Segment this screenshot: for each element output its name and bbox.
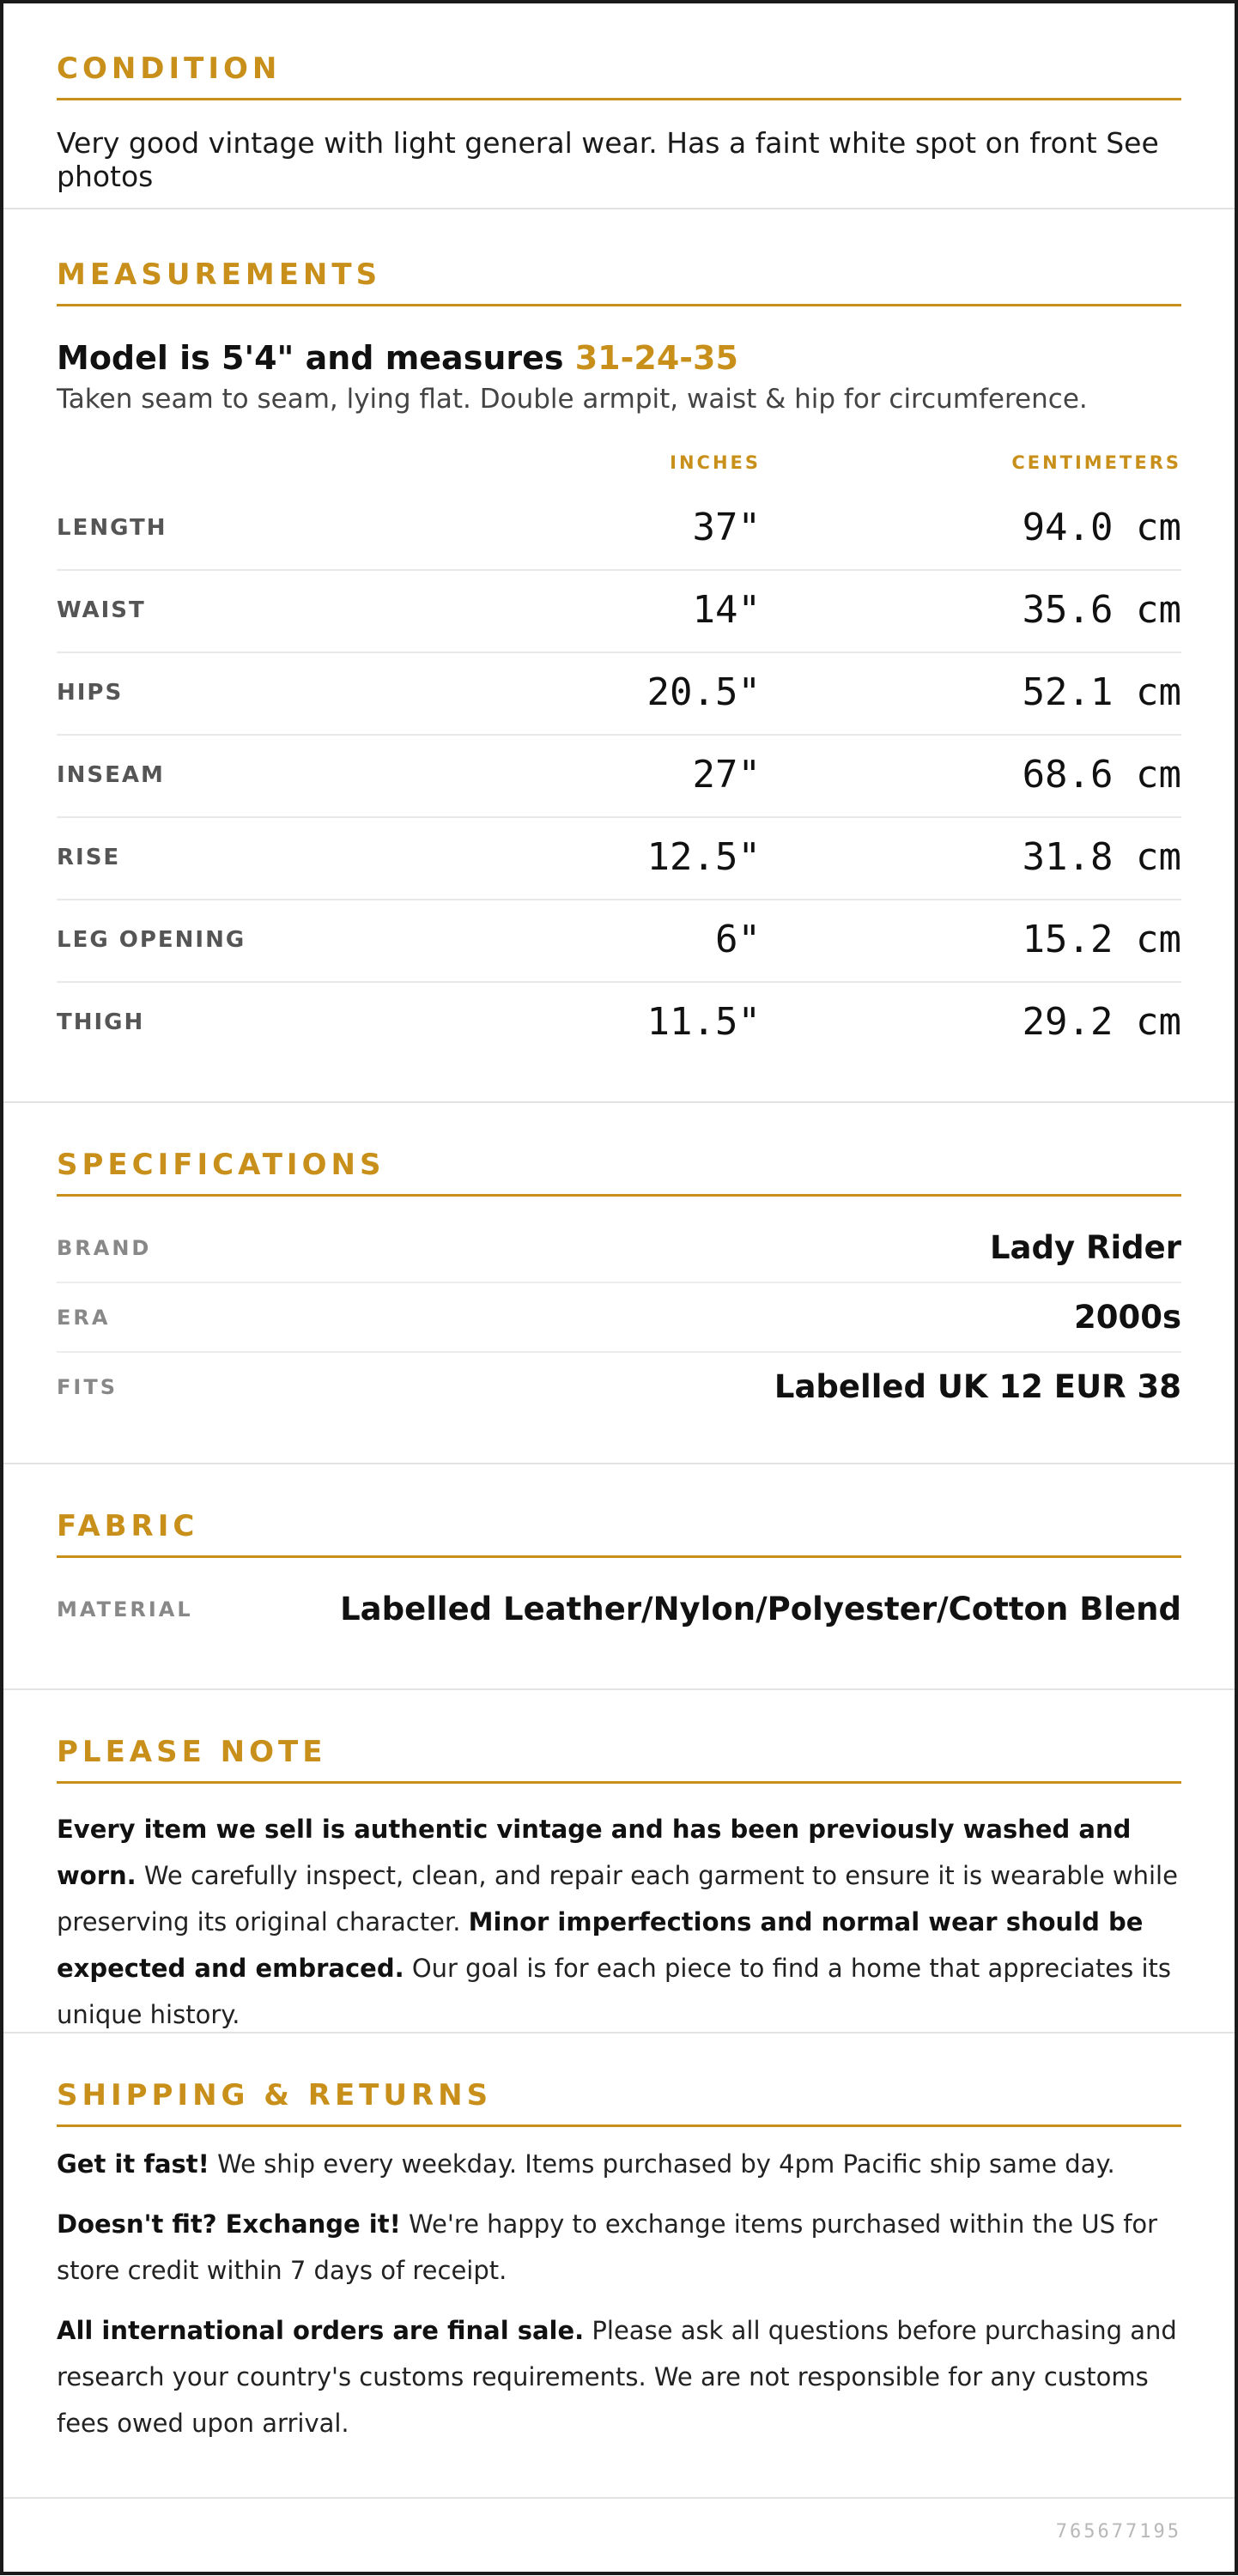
condition-text: Very good vintage with light general wear. Has a faint white spot on front See photos <box>57 126 1159 193</box>
shipping-returns-section <box>3 2034 1235 2499</box>
spec-value: Labelled UK 12 EUR 38 <box>774 1368 1181 1405</box>
note-text-2: Our goal is for each piece to find a home that appreciates its unique history. <box>57 1954 1172 2029</box>
shipping-text: We're happy to exchange items purchased within the US for store credit within 7 days of receipt. <box>57 2209 1158 2285</box>
shipping-heading: SHIPPING & RETURNS <box>57 2034 1181 2127</box>
specifications-heading: SPECIFICATIONS <box>57 1103 1181 1197</box>
measurement-row-rise <box>57 818 1181 900</box>
measurement-cm: 68.6 cm <box>1022 753 1181 797</box>
measurement-row-thigh <box>57 983 1181 1064</box>
sku-number: 765677195 <box>1055 2521 1181 2543</box>
measurement-label: LEG OPENING <box>57 927 246 953</box>
model-info <box>57 339 1181 377</box>
spec-row-era <box>57 1283 1181 1353</box>
measurement-inches: 20.5" <box>646 670 761 714</box>
measurements-subtitle: Taken seam to seam, lying flat. Double armpit, waist & hip for circumference. <box>57 384 1088 415</box>
spec-row-fits <box>57 1353 1181 1421</box>
fabric-heading: FABRIC <box>57 1464 1181 1558</box>
please-note-section <box>3 1690 1235 2034</box>
measurement-inches: 12.5" <box>646 835 761 879</box>
spec-value: Lady Rider <box>989 1229 1181 1266</box>
fabric-list <box>57 1575 1181 1643</box>
fabric-value: Labelled Leather/Nylon/Polyester/Cotton Blend <box>340 1591 1181 1627</box>
measurement-cm: 35.6 cm <box>1022 588 1181 632</box>
measurement-inches: 6" <box>715 918 761 961</box>
shipping-paragraph-exchange <box>57 2201 1181 2294</box>
measurement-cm: 15.2 cm <box>1022 918 1181 961</box>
measurements-heading: MEASUREMENTS <box>57 209 1181 306</box>
measurement-cm: 94.0 cm <box>1022 506 1181 549</box>
spec-label: BRAND <box>57 1236 152 1260</box>
column-header-centimeters: CENTIMETERS <box>1011 452 1181 473</box>
shipping-text: Please ask all questions before purchasing and research your country's customs requirements. We are not responsible for any customs fees owed upon arrival. <box>57 2316 1177 2438</box>
measurement-row-leg-opening <box>57 900 1181 983</box>
measurement-inches: 14" <box>692 588 761 632</box>
shipping-paragraph-international <box>57 2307 1181 2446</box>
measurement-row-length <box>57 488 1181 571</box>
measurement-cm: 29.2 cm <box>1022 1000 1181 1044</box>
measurement-label: WAIST <box>57 597 146 623</box>
specifications-section <box>3 1103 1235 1464</box>
measurement-row-hips <box>57 653 1181 736</box>
please-note-heading: PLEASE NOTE <box>57 1690 1181 1784</box>
measurements-table <box>57 488 1181 1064</box>
column-header-inches: INCHES <box>670 452 761 473</box>
footer <box>3 2499 1235 2576</box>
measurements-section <box>3 209 1235 1103</box>
fabric-section <box>3 1464 1235 1690</box>
measurement-cm: 52.1 cm <box>1022 670 1181 714</box>
measurement-cm: 31.8 cm <box>1022 835 1181 879</box>
shipping-paragraph-fast <box>57 2141 1181 2187</box>
measurement-row-inseam <box>57 736 1181 818</box>
spec-row-brand <box>57 1214 1181 1283</box>
measurement-inches: 27" <box>692 753 761 797</box>
shipping-text: We ship every weekday. Items purchased by 4pm Pacific ship same day. <box>209 2149 1115 2179</box>
measurement-label: RISE <box>57 845 121 870</box>
condition-section <box>3 3 1235 209</box>
measurements-column-headers <box>57 452 1181 478</box>
fabric-label: MATERIAL <box>57 1597 193 1621</box>
note-bold-1: Every item we sell is authentic vintage and has been previously washed and worn. <box>57 1815 1132 1890</box>
measurement-row-waist <box>57 571 1181 653</box>
fabric-row-material <box>57 1575 1181 1643</box>
spec-value: 2000s <box>1073 1299 1181 1336</box>
measurement-label: HIPS <box>57 680 124 706</box>
spec-label: FITS <box>57 1375 118 1399</box>
model-figures: 31-24-35 <box>574 339 738 377</box>
condition-heading: CONDITION <box>57 3 1181 100</box>
shipping-bold: Doesn't fit? Exchange it! <box>57 2209 401 2239</box>
measurement-label: INSEAM <box>57 762 165 788</box>
measurement-inches: 37" <box>692 506 761 549</box>
model-prefix: Model is 5'4" and measures <box>57 339 575 377</box>
measurement-label: THIGH <box>57 1009 145 1035</box>
measurement-label: LENGTH <box>57 515 167 541</box>
please-note-text <box>57 1806 1181 2038</box>
shipping-bold: Get it fast! <box>57 2149 209 2179</box>
note-bold-2: Minor imperfections and normal wear should be expected and embraced. <box>57 1907 1144 1983</box>
measurement-inches: 11.5" <box>646 1000 761 1044</box>
shipping-bold: All international orders are final sale. <box>57 2316 585 2345</box>
spec-label: ERA <box>57 1306 111 1330</box>
specifications-list <box>57 1214 1181 1421</box>
note-text-1: We carefully inspect, clean, and repair each garment to ensure it is wearable while preserving its original character. <box>57 1861 1178 1937</box>
